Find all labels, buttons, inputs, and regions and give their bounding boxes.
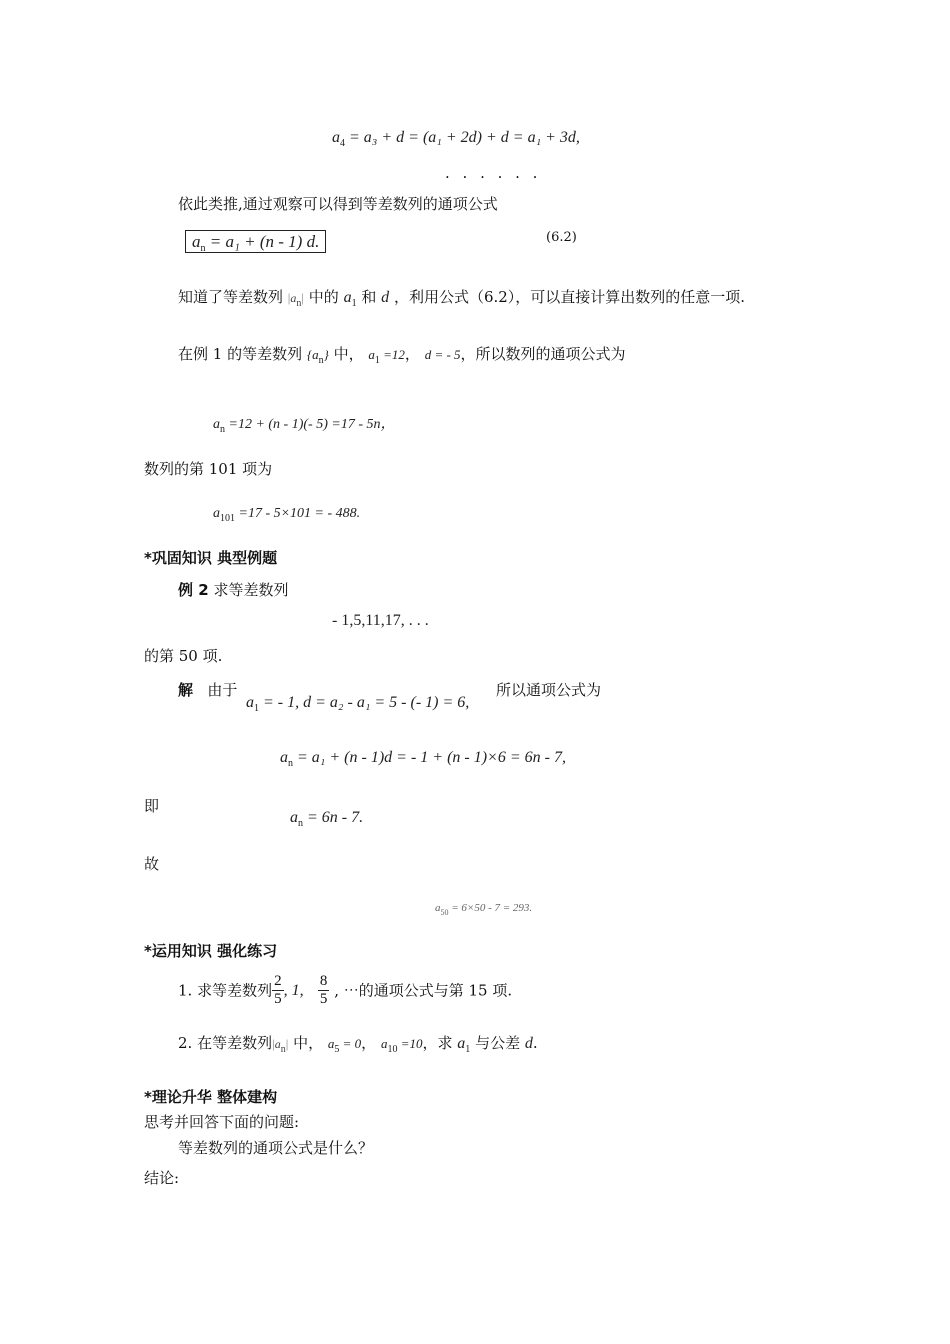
- solution-intro: 由于: [207, 681, 238, 699]
- a10-condition: $a_{10} =10$: [380, 1036, 423, 1055]
- solution-calc-text: = - 1, d = a₂ - a₁ = 5 - (- 1) = 6,: [263, 694, 470, 711]
- explanation-part2: 中的: [308, 288, 339, 306]
- derivation-ellipsis: . . . . . .: [445, 164, 542, 182]
- d-symbol: d: [381, 289, 390, 306]
- gu-word: 故: [144, 855, 160, 873]
- sequence-braces-an: $\{a_n\}$: [306, 347, 329, 366]
- fraction-8-5: $\frac{8}{5}$: [319, 973, 328, 1008]
- example1-an-formula: $a_n =12 + (n - 1)(-$ 5) =17 - 5n，: [213, 414, 396, 435]
- a5-condition: $a_5 = 0$: [327, 1036, 362, 1055]
- explanation-part4: ，利用公式（6.2），可以直接计算出数列的任意一项.: [393, 288, 746, 306]
- a101-text: =17 - 5×101 = - 488: [238, 506, 357, 521]
- exercise2-prefix: 2. 在等差数列: [178, 1034, 273, 1052]
- sequence-an-symbol: $|a_n|$: [287, 290, 305, 309]
- general-formula-text: = a₁ + (n - 1)d = - 1 + (n - 1)×6 = 6n - 7,: [297, 749, 566, 766]
- explanation-part3: 和: [361, 288, 377, 306]
- a101-formula: $a_{101} =17 - 5\times 101$ = - 488.: [213, 506, 361, 524]
- formula-number: (6.2): [546, 230, 577, 245]
- exercise2-mid: 中，: [293, 1034, 324, 1052]
- a1-symbol: $a_1$: [343, 289, 357, 309]
- a4-derivation: $a_4 = a_3 + d = (a_1 + 2d) + d = a_1 + 3d$,: [332, 129, 580, 149]
- solution-calc: $a_1$ = - 1, d = a₂ - a₁ = 5 - (- 1) = 6,: [246, 694, 470, 714]
- ji-word: 即: [144, 797, 160, 815]
- an-result: $a_n = 6n - 7$.: [290, 809, 364, 829]
- exercise1-suffix: , ⋯的通项公式与第 15 项.: [334, 981, 513, 1000]
- formula-intro: 依此类推,通过观察可以得到等差数列的通项公式: [178, 195, 498, 213]
- section-title-consolidate: *巩固知识 典型例题: [144, 549, 278, 567]
- item101-text: 数列的第 101 项为: [144, 460, 273, 478]
- example1-part3: ，所以数列的通项公式为: [460, 345, 626, 363]
- exercise2-line: 2. 在等差数列$|a_n|$ 中， $a_5 = 0$， $a_{10} =10$，求 $a_1$ 与公差 d.: [178, 1034, 538, 1055]
- an-result-text: = 6n - 7.: [307, 809, 364, 826]
- solution-line: [178, 681, 237, 699]
- example2-sequence: - 1,5,11,17, . . .: [332, 612, 429, 629]
- exercise1-line: 1. 求等差数列 $\frac{2}{5}$ , 1, $\frac{8}{5}$ , ⋯的通项公式与第 15 项.: [178, 973, 513, 1008]
- fraction-2-5: $\frac{2}{5}$: [274, 973, 282, 1008]
- a1-equals: $a_1 =12$: [368, 347, 405, 366]
- general-formula-line: $a_n = a_1 + (n - 1)d$ = - 1 + (n - 1)×6 = 6n - 7,: [280, 749, 566, 769]
- review-question: 等差数列的通项公式是什么？: [178, 1139, 374, 1157]
- exercise2-ask: ，求: [422, 1034, 453, 1052]
- example2-tail: 的第 50 项.: [144, 647, 223, 665]
- exercise2-a1-symbol: $a_1$: [457, 1035, 471, 1055]
- section-title-practice: *运用知识 强化练习: [144, 942, 278, 960]
- a50-result: $a_{50} = 6\times 50 - 7 = 293$.: [435, 902, 533, 917]
- example2-label: 例 2: [178, 581, 209, 599]
- d-equals: d = - 5: [424, 347, 461, 362]
- exercise2-d-symbol: d: [524, 1035, 533, 1052]
- conclusion-label: 结论:: [144, 1169, 180, 1187]
- example1-part2: 中，: [333, 345, 364, 363]
- example2-prompt: 求等差数列: [213, 581, 289, 599]
- boxed-formula-text: = a₁ + (n - 1) d.: [209, 232, 320, 251]
- explanation-line: [178, 288, 745, 310]
- example1-line: 在例 1 的等差数列 $\{a_n\}$ 中， $a_1 =12$， d = - 5，所以数列的通项公式为: [178, 345, 626, 366]
- example2-prompt-line: [178, 581, 288, 599]
- example1-an-text: =12 + (n - 1)(- 5) =17 - 5n: [228, 417, 381, 432]
- a4-derivation-text: = a₃ + d = (a₁ + 2d) + d = a₁ + 3d,: [349, 129, 580, 146]
- section-title-theory: *理论升华 整体建构: [144, 1088, 278, 1106]
- explanation-part1: 知道了等差数列: [178, 288, 284, 306]
- exercise2-and: 与公差: [475, 1034, 521, 1052]
- example1-part1: 在例 1 的等差数列: [178, 345, 303, 363]
- boxed-general-formula: $a_n = a_1 + (n - 1)$ d.: [185, 232, 326, 255]
- solution-label: 解: [178, 681, 194, 699]
- think-prompt: 思考并回答下面的问题:: [144, 1113, 300, 1131]
- exercise1-prefix: 1. 求等差数列: [178, 981, 273, 1000]
- solution-tail: 所以通项公式为: [496, 681, 602, 699]
- a50-result-text: = 6×50 - 7 = 293.: [451, 902, 533, 914]
- exercise2-sequence-symbol: $|a_n|$: [272, 1036, 289, 1055]
